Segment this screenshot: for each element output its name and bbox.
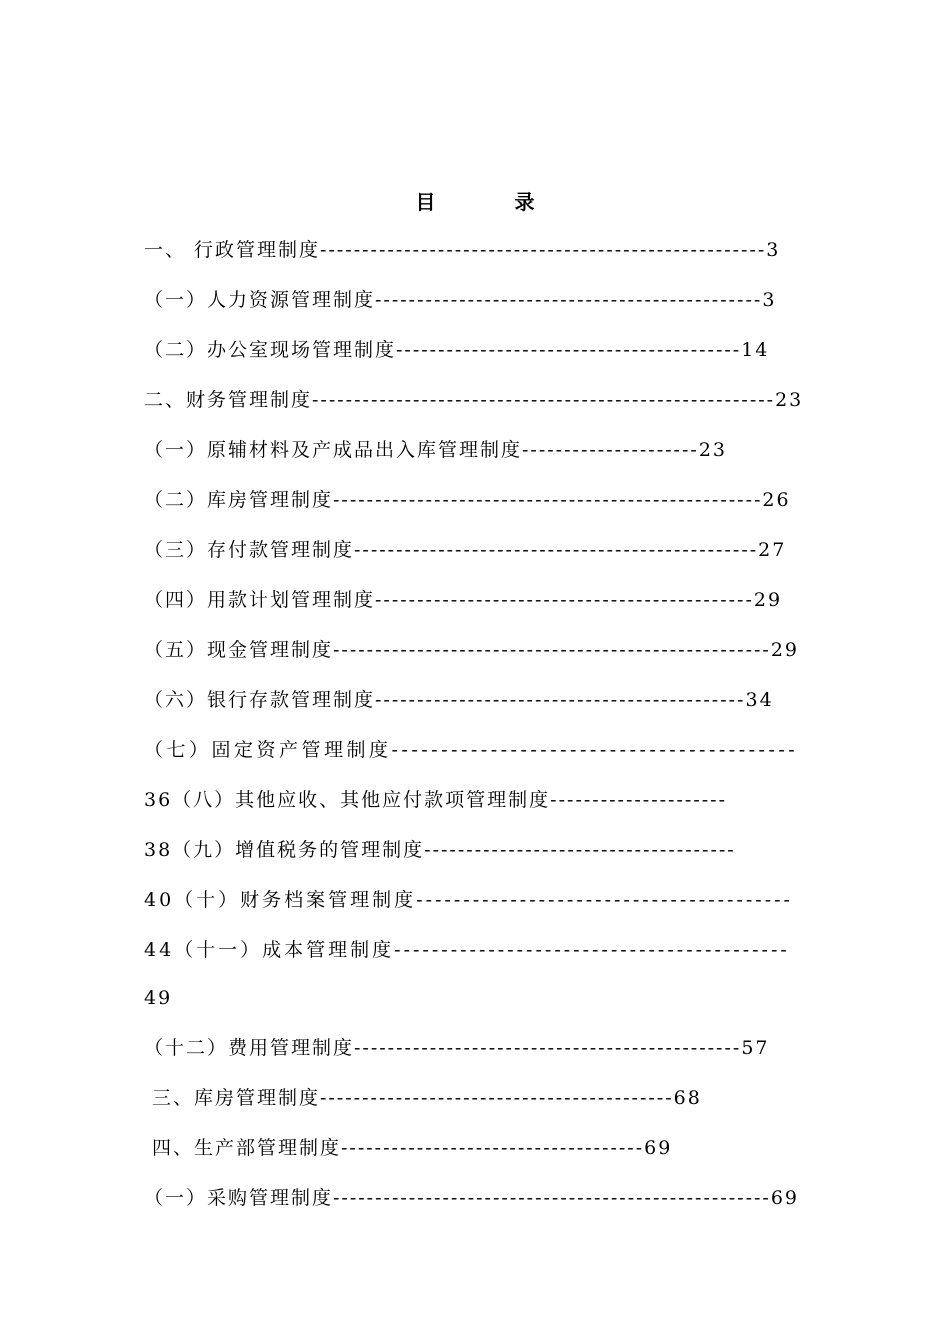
toc-entry: 40（十）财务档案管理制度---------------------------------------- bbox=[144, 889, 793, 911]
toc-title: 目 录 bbox=[415, 190, 571, 214]
toc-entry: （四）用款计划管理制度---------------------------------------------29 bbox=[144, 589, 783, 611]
toc-entry: （二）库房管理制度---------------------------------------------------26 bbox=[144, 489, 791, 511]
toc-entry: 三、库房管理制度------------------------------------------68 bbox=[152, 1087, 702, 1109]
toc-entry: 一、 行政管理制度-----------------------------------------------------3 bbox=[144, 239, 781, 261]
toc-entry: （一）原辅材料及产成品出入库管理制度---------------------23 bbox=[144, 439, 727, 461]
toc-entry: （一）采购管理制度----------------------------------------------------69 bbox=[144, 1187, 800, 1209]
toc-entry: （三）存付款管理制度------------------------------------------------27 bbox=[144, 539, 787, 561]
toc-entry: 38（九）增值税务的管理制度------------------------------------- bbox=[144, 839, 736, 861]
toc-entry: （二）办公室现场管理制度-----------------------------------------14 bbox=[144, 339, 770, 361]
toc-entry: （五）现金管理制度----------------------------------------------------29 bbox=[144, 639, 800, 661]
toc-entry: （一）人力资源管理制度----------------------------------------------3 bbox=[144, 289, 777, 311]
toc-entry: 二、财务管理制度-------------------------------------------------------23 bbox=[144, 389, 804, 411]
toc-entry: 44（十一）成本管理制度------------------------------------------ bbox=[144, 939, 790, 961]
toc-entry: （七）固定资产管理制度----------------------------------------- bbox=[144, 739, 799, 761]
toc-entry: （十二）费用管理制度----------------------------------------------57 bbox=[144, 1037, 770, 1059]
toc-entry: 49 bbox=[144, 987, 173, 1009]
toc-entry: 四、生产部管理制度------------------------------------69 bbox=[152, 1137, 673, 1159]
toc-entry: 36（八）其他应收、其他应付款项管理制度--------------------- bbox=[144, 789, 727, 811]
toc-entry: （六）银行存款管理制度--------------------------------------------34 bbox=[144, 689, 774, 711]
